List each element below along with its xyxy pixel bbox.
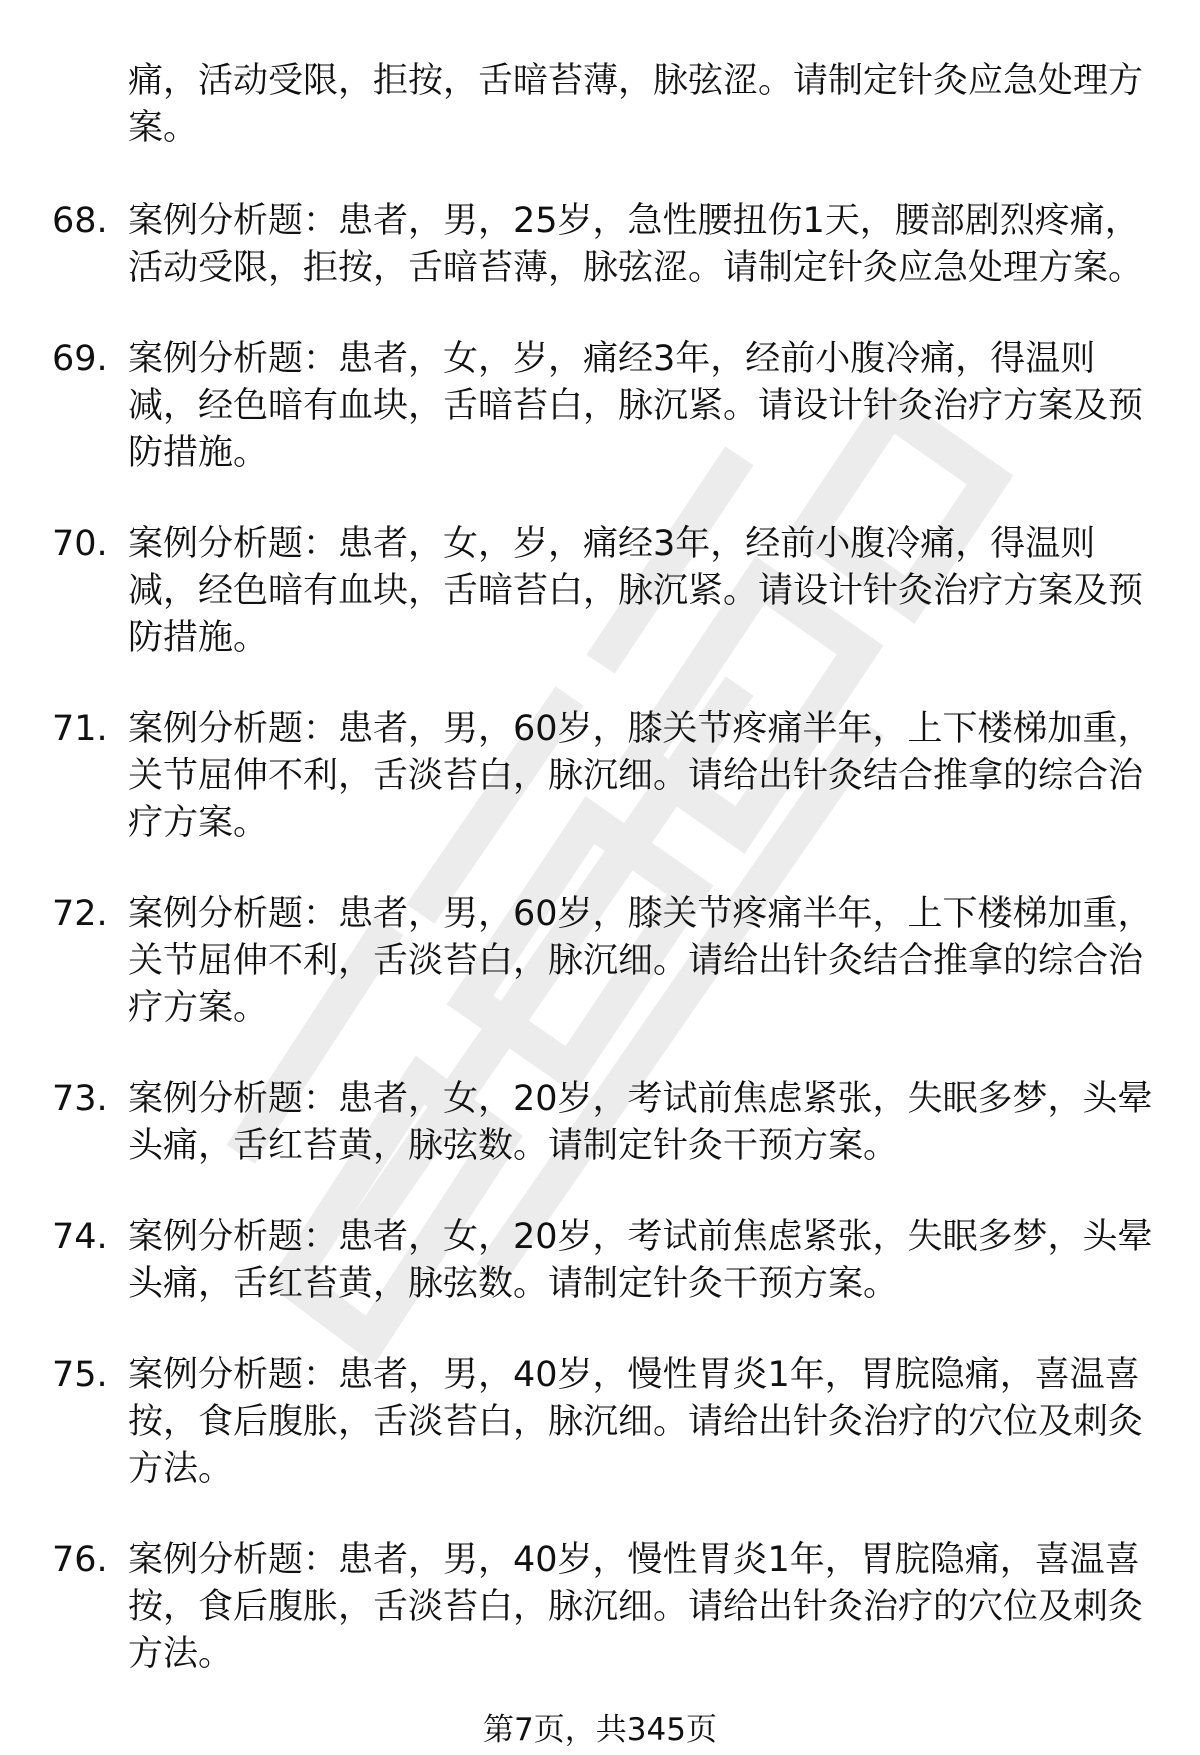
- question-text: 案例分析题：患者，女，20岁，考试前焦虑紧张，失眠多梦，头晕头痛，舌红苔黄，脉弦数。请制定针灸干预方案。: [128, 1217, 1153, 1304]
- list-item: [0, 1537, 1200, 1678]
- question-number: 70.: [52, 524, 108, 564]
- question-text: 案例分析题：患者，男，60岁，膝关节疼痛半年，上下楼梯加重，关节屈伸不利，舌淡苔白，脉沉细。请给出针灸结合推拿的综合治疗方案。: [128, 894, 1153, 1028]
- question-number: 73.: [52, 1079, 108, 1119]
- list-item: [0, 706, 1200, 847]
- question-number: 68.: [52, 201, 108, 241]
- question-text: 案例分析题：患者，女，20岁，考试前焦虑紧张，失眠多梦，头晕头痛，舌红苔黄，脉弦数。请制定针灸干预方案。: [128, 1079, 1153, 1166]
- list-item: [0, 1352, 1200, 1493]
- question-number: 69.: [52, 339, 108, 379]
- list-item: [0, 1214, 1200, 1308]
- list-item: [0, 521, 1200, 662]
- question-text: 痛，活动受限，拒按，舌暗苔薄，脉弦涩。请制定针灸应急处理方案。: [128, 61, 1144, 148]
- list-item: [0, 891, 1200, 1032]
- question-text: 案例分析题：患者，男，40岁，慢性胃炎1年，胃脘隐痛，喜温喜按，食后腹胀，舌淡苔白，脉沉细。请给出针灸治疗的穴位及刺灸方法。: [128, 1540, 1144, 1674]
- question-text: 案例分析题：患者，女，岁，痛经3年，经前小腹冷痛，得温则减，经色暗有血块，舌暗苔白，脉沉紧。请设计针灸治疗方案及预防措施。: [128, 524, 1144, 658]
- list-item: [0, 198, 1200, 292]
- question-number: 76.: [52, 1540, 108, 1580]
- question-text: 案例分析题：患者，女，岁，痛经3年，经前小腹冷痛，得温则减，经色暗有血块，舌暗苔白，脉沉紧。请设计针灸治疗方案及预防措施。: [128, 339, 1144, 473]
- question-number: 74.: [52, 1217, 108, 1257]
- list-item: [0, 1076, 1200, 1170]
- list-item: [0, 58, 1200, 152]
- question-text: 案例分析题：患者，男，25岁，急性腰扭伤1天，腰部剧烈疼痛，活动受限，拒按，舌暗苔薄，脉弦涩。请制定针灸应急处理方案。: [128, 201, 1144, 288]
- question-number: 72.: [52, 894, 108, 934]
- question-text: 案例分析题：患者，男，60岁，膝关节疼痛半年，上下楼梯加重，关节屈伸不利，舌淡苔白，脉沉细。请给出针灸结合推拿的综合治疗方案。: [128, 709, 1153, 843]
- question-list: [0, 58, 1200, 1722]
- question-text: 案例分析题：患者，男，40岁，慢性胃炎1年，胃脘隐痛，喜温喜按，食后腹胀，舌淡苔白，脉沉细。请给出针灸治疗的穴位及刺灸方法。: [128, 1355, 1144, 1489]
- question-number: 71.: [52, 709, 108, 749]
- list-item: [0, 336, 1200, 477]
- question-number: 75.: [52, 1355, 108, 1395]
- page-number: 第7页，共345页: [483, 1712, 717, 1748]
